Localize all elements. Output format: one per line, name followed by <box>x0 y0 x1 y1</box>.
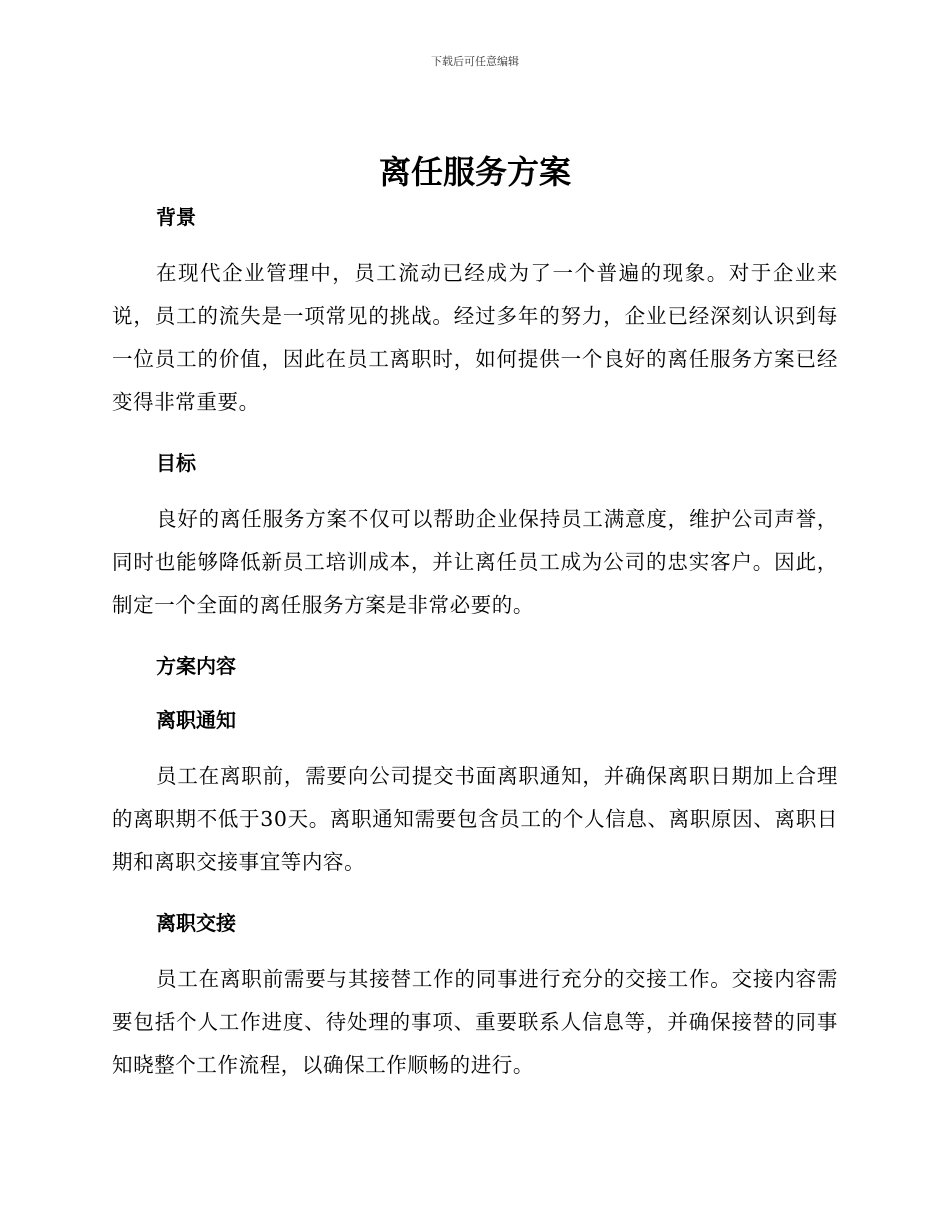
section-heading-plan: 方案内容 <box>156 654 236 678</box>
document-title: 离任服务方案 <box>378 153 571 191</box>
section-heading-background: 背景 <box>156 205 196 229</box>
section-heading-notice: 离职通知 <box>156 708 236 732</box>
paragraph-goal: 良好的离任服务方案不仅可以帮助企业保持员工满意度，维护公司声誉，同时也能够降低新员工培训成本，并让离任员工成为公司的忠实客户。因此，制定一个全面的离任服务方案是非常必要的。 <box>112 507 838 617</box>
paragraph-handover: 员工在离职前需要与其接替工作的同事进行充分的交接工作。交接内容需要包括个人工作进度、待处理的事项、重要联系人信息等，并确保接替的同事知晓整个工作流程，以确保工作顺畅的进行。 <box>112 967 838 1077</box>
paragraph-background: 在现代企业管理中，员工流动已经成为了一个普遍的现象。对于企业来说，员工的流失是一项常见的挑战。经过多年的努力，企业已经深刻认识到每一位员工的价值，因此在员工离职时，如何提供一个良好的离任服务方案已经变得非常重要。 <box>112 261 838 414</box>
document-body <box>112 202 838 1087</box>
section-heading-handover: 离职交接 <box>156 911 236 935</box>
paragraph-notice: 员工在离职前，需要向公司提交书面离职通知，并确保离职日期加上合理的离职期不低于30天。离职通知需要包含员工的个人信息、离职原因、离职日期和离职交接事宜等内容。 <box>112 764 838 874</box>
section-heading-goal: 目标 <box>156 451 196 475</box>
header-note: 下载后可任意编辑 <box>431 55 519 68</box>
